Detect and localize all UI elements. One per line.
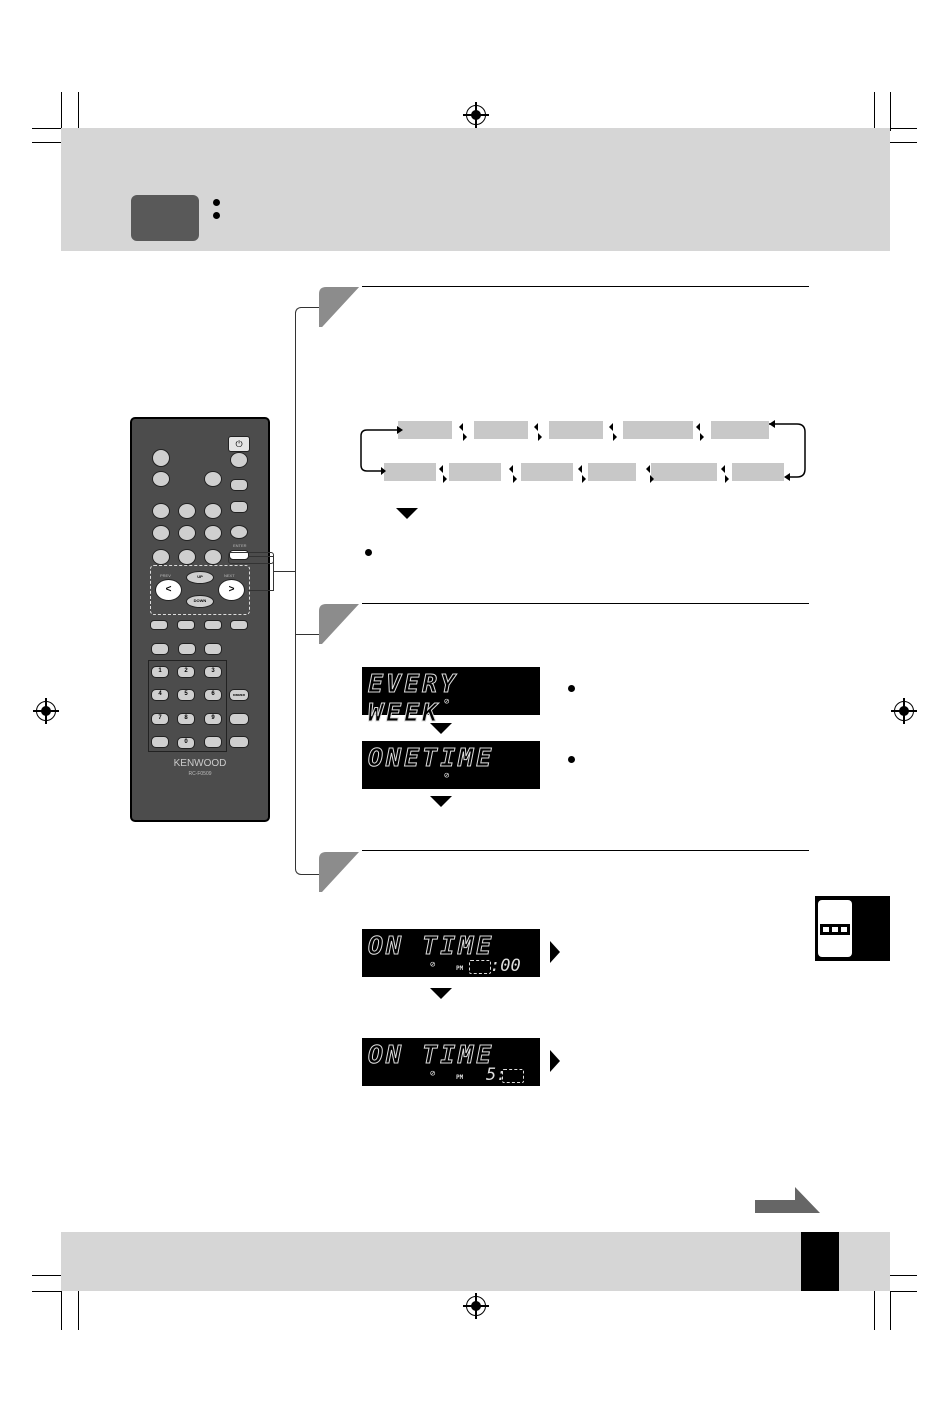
remote-button[interactable] bbox=[230, 479, 248, 491]
remote-button[interactable] bbox=[204, 620, 222, 630]
crop-mark bbox=[32, 1291, 62, 1292]
crop-mark bbox=[32, 128, 62, 129]
remote-control bbox=[130, 417, 270, 822]
pm-indicator: PM bbox=[456, 1074, 464, 1081]
model-number: RC-F0509 bbox=[188, 771, 212, 777]
display-minutes: :00 bbox=[490, 956, 521, 976]
remote-button[interactable] bbox=[204, 549, 222, 565]
callout-bracket bbox=[248, 556, 274, 591]
sequence-arrows bbox=[355, 415, 815, 490]
numpad-button-3[interactable]: 3 bbox=[204, 666, 222, 678]
remote-button[interactable] bbox=[152, 471, 170, 487]
next-page-arrow-icon[interactable] bbox=[755, 1186, 821, 1214]
display-every-week bbox=[362, 667, 540, 727]
display-text: ON TIME bbox=[368, 931, 495, 960]
remote-button[interactable] bbox=[178, 525, 196, 541]
remote-button[interactable] bbox=[230, 501, 248, 513]
display-on-time-hour bbox=[362, 929, 540, 977]
crop-mark bbox=[890, 128, 917, 129]
remote-button[interactable] bbox=[178, 549, 196, 565]
crop-mark bbox=[78, 92, 79, 131]
down-arrow-icon bbox=[430, 796, 452, 807]
remote-button[interactable] bbox=[230, 620, 248, 630]
section-tab-symbol-part bbox=[841, 927, 847, 932]
right-arrow-icon bbox=[550, 1050, 560, 1072]
remote-button[interactable] bbox=[151, 643, 169, 655]
registration-mark-icon bbox=[36, 701, 56, 721]
remote-button[interactable] bbox=[204, 503, 222, 519]
step-3-badge bbox=[319, 852, 359, 892]
remote-button[interactable] bbox=[178, 503, 196, 519]
next-label: NEXT bbox=[224, 573, 235, 578]
numpad-button-2[interactable]: 2 bbox=[177, 666, 195, 678]
remote-button[interactable] bbox=[204, 471, 222, 487]
numpad-button-6[interactable]: 6 bbox=[204, 689, 222, 701]
page-number-block bbox=[801, 1232, 839, 1291]
display-on-time-minute bbox=[362, 1038, 540, 1086]
crop-mark bbox=[874, 1291, 875, 1330]
up-button[interactable]: UP bbox=[186, 571, 214, 584]
timer-icon: ⊘ bbox=[444, 697, 450, 707]
remote-button[interactable] bbox=[230, 452, 248, 468]
blinking-minute-field bbox=[502, 1069, 524, 1083]
remote-button[interactable] bbox=[151, 736, 169, 748]
bullet bbox=[568, 685, 575, 692]
numpad-button-5[interactable]: 5 bbox=[177, 689, 195, 701]
brand-logo: KENWOOD bbox=[173, 758, 227, 769]
remote-button[interactable] bbox=[230, 525, 248, 539]
bullet bbox=[365, 549, 372, 556]
crop-mark bbox=[890, 1275, 917, 1276]
display-text: EVERY WEEK bbox=[368, 669, 459, 727]
numpad-button-4[interactable]: 4 bbox=[151, 689, 169, 701]
crop-mark bbox=[32, 142, 62, 143]
pm-indicator: PM bbox=[456, 965, 464, 972]
registration-mark-icon bbox=[894, 701, 914, 721]
down-button[interactable]: DOWN bbox=[186, 595, 214, 608]
down-arrow-icon bbox=[396, 508, 418, 519]
timer-icon: ⊘ bbox=[444, 771, 450, 781]
section-tab-symbol-part bbox=[832, 927, 838, 932]
section-tab-icon bbox=[815, 896, 890, 961]
remote-button[interactable] bbox=[229, 736, 249, 748]
prev-label: PREV bbox=[160, 573, 171, 578]
display-hour: 5: bbox=[486, 1065, 507, 1085]
remote-button[interactable] bbox=[152, 525, 170, 541]
crop-mark bbox=[874, 92, 875, 131]
remote-button[interactable] bbox=[204, 643, 222, 655]
step-3-rule bbox=[362, 850, 809, 851]
dimmer-button[interactable]: DIMMER bbox=[229, 689, 249, 701]
section-tab-symbol bbox=[820, 924, 850, 935]
section-tab-symbol-part bbox=[823, 927, 829, 932]
right-button[interactable]: > bbox=[218, 579, 245, 601]
step-1-badge bbox=[319, 287, 359, 327]
remote-button[interactable] bbox=[204, 525, 222, 541]
crop-mark bbox=[890, 1291, 891, 1330]
step-2-badge bbox=[319, 604, 359, 644]
header-bullet bbox=[213, 212, 220, 219]
remote-button[interactable] bbox=[152, 549, 170, 565]
header-bullet bbox=[213, 199, 220, 206]
numpad-button-9[interactable]: 9 bbox=[204, 713, 222, 725]
step-2-rule bbox=[362, 603, 809, 604]
header-section-box bbox=[131, 195, 199, 241]
remote-button[interactable] bbox=[204, 736, 222, 748]
enter-label: ENTER bbox=[233, 543, 247, 548]
blinking-hour-field bbox=[469, 960, 491, 974]
connector-line bbox=[273, 571, 295, 572]
right-arrow-icon bbox=[550, 941, 560, 963]
step-1-rule bbox=[362, 286, 809, 287]
crop-mark bbox=[890, 142, 917, 143]
power-button[interactable] bbox=[228, 436, 250, 452]
registration-mark-icon bbox=[466, 105, 486, 125]
steps-bracket bbox=[295, 307, 320, 875]
numpad-button-8[interactable]: 8 bbox=[177, 713, 195, 725]
section-tab-inner bbox=[818, 900, 852, 957]
connector-line bbox=[295, 634, 319, 635]
crop-mark bbox=[61, 92, 62, 131]
power-icon: ⏻ bbox=[235, 439, 243, 449]
left-button[interactable]: < bbox=[155, 579, 182, 601]
remote-button[interactable] bbox=[152, 449, 170, 467]
display-text: ONETIME bbox=[368, 743, 495, 772]
footer-band bbox=[61, 1232, 890, 1291]
remote-button[interactable] bbox=[177, 620, 195, 630]
crop-mark bbox=[61, 1291, 62, 1330]
remote-button[interactable] bbox=[178, 643, 196, 655]
numpad-button-1[interactable]: 1 bbox=[151, 666, 169, 678]
crop-mark bbox=[78, 1291, 79, 1330]
display-text: ON TIME bbox=[368, 1040, 495, 1069]
remote-button[interactable] bbox=[150, 620, 168, 630]
crop-mark bbox=[32, 1275, 62, 1276]
numpad-button-0[interactable]: 0 bbox=[177, 737, 195, 749]
remote-button[interactable] bbox=[229, 713, 249, 725]
timer-icon: ⊘ bbox=[430, 1069, 436, 1079]
timer-icon: ⊘ bbox=[430, 960, 436, 970]
crop-mark bbox=[890, 92, 891, 131]
down-arrow-icon bbox=[430, 723, 452, 734]
bullet bbox=[568, 756, 575, 763]
remote-button[interactable] bbox=[152, 503, 170, 519]
display-onetime bbox=[362, 741, 540, 789]
numpad-button-7[interactable]: 7 bbox=[151, 713, 169, 725]
crop-mark bbox=[890, 1291, 917, 1292]
registration-mark-icon bbox=[466, 1296, 486, 1316]
down-arrow-icon bbox=[430, 988, 452, 999]
